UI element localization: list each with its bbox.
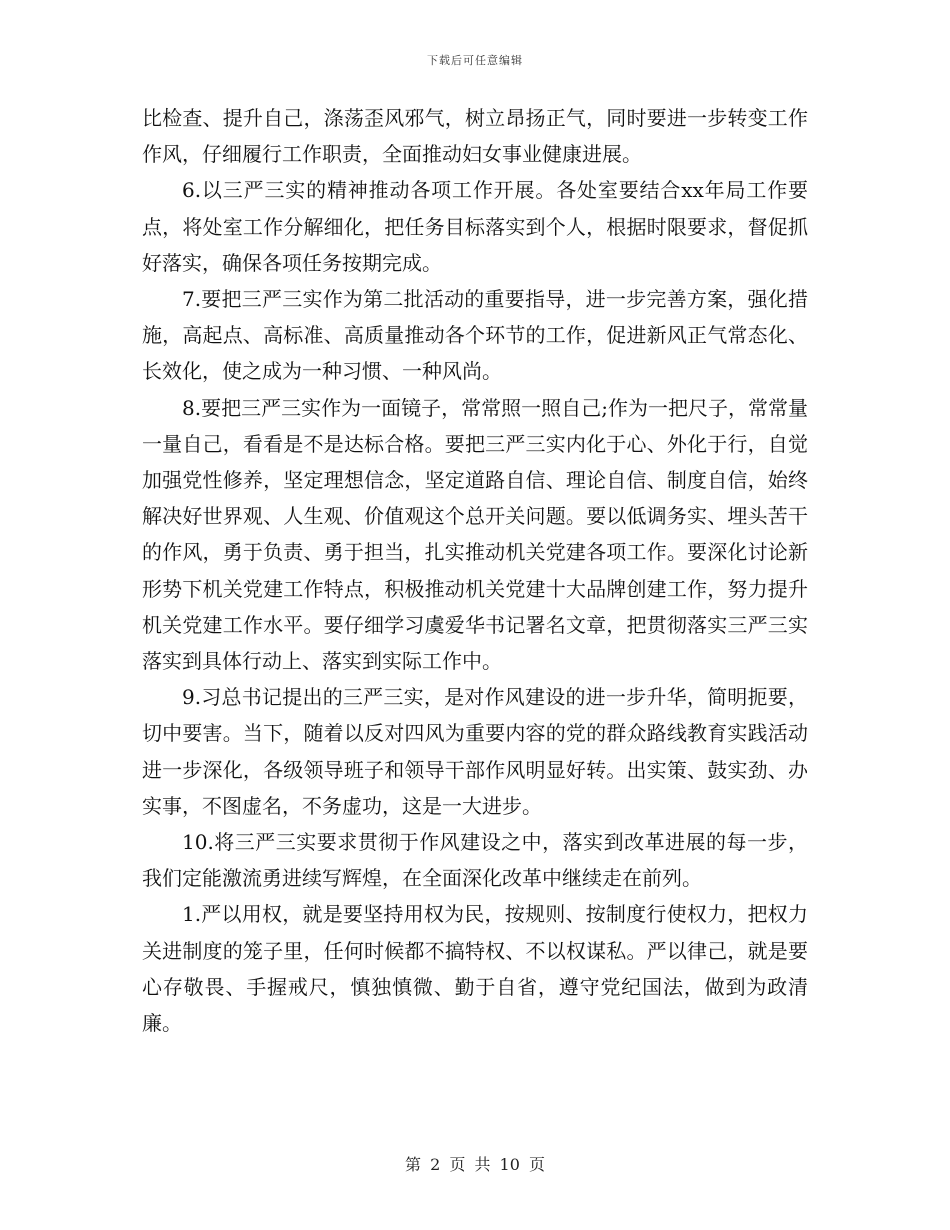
paragraph: 10.将三严三实要求贯彻于作风建设之中，落实到改革进展的每一步，我们定能激流勇进续写辉煌，在全面深化改革中继续走在前列。 [142,830,808,891]
document-body [142,100,808,1041]
paragraph: 6.以三严三实的精神推动各项工作开展。各处室要结合xx年局工作要点，将处室工作分解细化，把任务目标落实到个人，根据时限要求，督促抓好落实，确保各项任务按期完成。 [142,178,808,275]
page-header: 下载后可任意编辑 [427,54,523,67]
paragraph: 比检查、提升自己，涤荡歪风邪气，树立昂扬正气，同时要进一步转变工作作风，仔细履行工作职责，全面推动妇女事业健康进展。 [142,106,808,167]
paragraph: 1.严以用权，就是要坚持用权为民，按规则、按制度行使权力，把权力关进制度的笼子里，任何时候都不搞特权、不以权谋私。严以律己，就是要心存敬畏、手握戒尺，慎独慎微、勤于自省，遵守党纪国法，做到为政清廉。 [142,902,808,1036]
paragraph: 9.习总书记提出的三严三实，是对作风建设的进一步升华，简明扼要，切中要害。当下，随着以反对四风为重要内容的党的群众路线教育实践活动进一步深化，各级领导班子和领导干部作风明显好转。出实策、鼓实劲、办实事，不图虚名，不务虚功，这是一大进步。 [142,685,808,818]
paragraph: 7.要把三严三实作为第二批活动的重要指导，进一步完善方案，强化措施，高起点、高标准、高质量推动各个环节的工作，促进新风正气常态化、长效化，使之成为一种习惯、一种风尚。 [142,287,808,384]
paragraph: 8.要把三严三实作为一面镜子，常常照一照自己;作为一把尺子，常常量一量自己，看看是不是达标合格。要把三严三实内化于心、外化于行，自觉加强党性修养，坚定理想信念，坚定道路自信、理论自信、制度自信，始终解决好世界观、人生观、价值观这个总开关问题。要以低调务实、埋头苦干的作风，勇于负责、勇于担当，扎实推动机关党建各项工作。要深化讨论新形势下机关党建工作特点，积极推动机关党建十大品牌创建工作，努力提升机关党建工作水平。要仔细学习虞爱华书记署名文章，把贯彻落实三严三实落实到具体行动上、落实到实际工作中。 [142,395,808,674]
page-number-footer: 第 2 页 共 10 页 [405,1155,545,1174]
